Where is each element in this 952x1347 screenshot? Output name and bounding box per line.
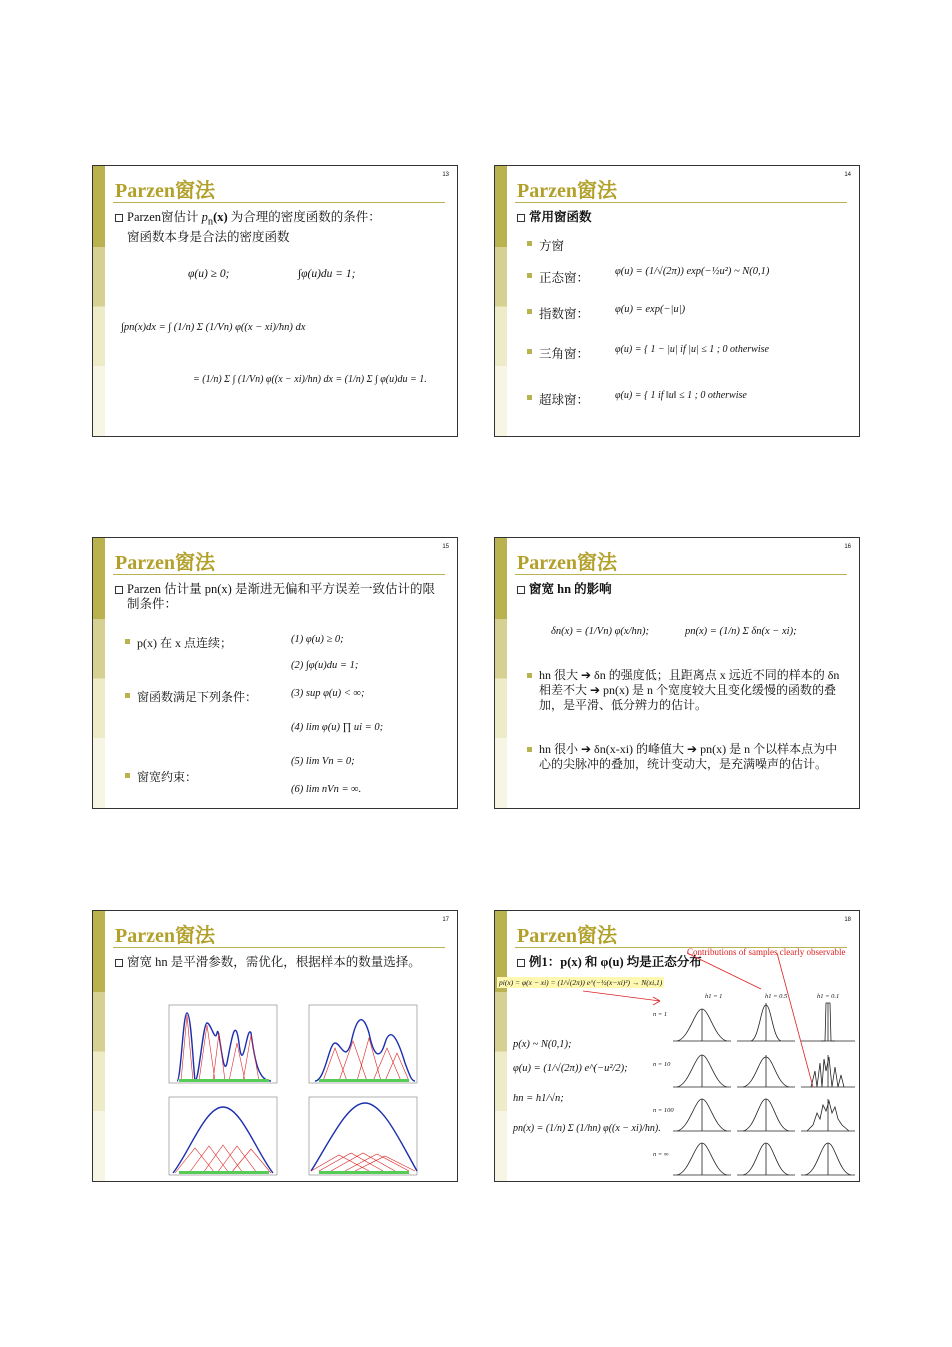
equation: pn(x) = (1/n) Σ δn(x − xi); [685,626,797,637]
condition: 窗宽约束： [123,768,197,785]
sample-points [319,1079,409,1082]
slide-number: 14 [844,172,851,178]
slide-body [517,582,847,601]
estimate-grid [671,1001,857,1181]
panel-medium-h1 [309,1005,417,1083]
slide-accent-bar [93,538,105,808]
slide-number: 15 [442,544,449,550]
slide-title: Parzen窗法 [115,925,215,947]
sample-points [319,1171,409,1174]
equation: δn(x) = (1/Vn) φ(x/hn); [551,626,649,637]
window-item: 正态窗： [525,268,589,286]
equation: ∫φ(u)du = 1; [298,268,356,280]
slide-16 [494,537,860,809]
row-ninf [673,1143,855,1175]
panel-frame [309,1005,417,1083]
equation: φ(u) = { 1 − |u| if |u| ≤ 1 ; 0 otherwise [615,344,769,355]
slide-body [115,582,445,616]
panel-frame [309,1097,417,1175]
estimate-curve [315,1020,415,1081]
row-label: n = 100 [653,1107,674,1114]
axis [737,1099,795,1131]
slide-number: 17 [442,917,449,923]
condition: 窗函数满足下列条件： [123,688,257,705]
equation: (5) lim Vn = 0; [291,756,355,767]
axis [801,1143,855,1175]
slide-18 [494,910,860,1182]
slide-number: 16 [844,544,851,550]
axis [673,1143,731,1175]
equation: φ(u) = (1/√(2π)) e^(−u²/2); [513,1063,628,1074]
column-label: h1 = 0.1 [817,993,840,1000]
slide-body [517,210,847,229]
slide-title: Parzen窗法 [517,925,617,947]
title-rule [113,202,445,203]
slide-15 [92,537,458,809]
window-item: 超球窗： [525,390,589,408]
row-n1 [673,1003,855,1041]
kernel-curves [323,1038,409,1081]
window-item: 三角窗： [525,344,589,362]
axis [673,1009,731,1041]
panel-very-large-h1 [309,1097,417,1175]
sample-points [179,1171,269,1174]
axis [737,1003,795,1041]
slide-14 [494,165,860,437]
slide-title: Parzen窗法 [517,180,617,202]
bullet: Parzen窗估计 $p_n(x)$ 为合理的密度函数的条件： 窗函数本身是合法的密度函数 [115,210,445,245]
axis [801,1003,855,1041]
equation: (2) ∫φ(u)du = 1; [291,660,359,671]
slide-title: Parzen窗法 [115,552,215,574]
equation: hn = h1/√n; [513,1093,564,1104]
bullet: hn 很小 ➔ δn(x-xi) 的峰值大 ➔ pn(x) 是 n 个以样本点为中心的尖脉冲的叠加，统计变动大，是充满噪声的估计。 [525,742,847,772]
slide-accent-bar [495,538,507,808]
bullet: 窗宽 hn 是平滑参数，需优化，根据样本的数量选择。 [115,955,445,970]
estimate-curve [173,1107,273,1173]
axis [737,1055,795,1087]
slide-accent-bar [93,166,105,436]
kernel-curves [311,1153,415,1171]
slide-accent-bar [495,166,507,436]
title-rule [515,574,847,575]
title-rule [113,574,445,575]
axis [737,1143,795,1175]
equation: φ(u) = exp(−|u|) [615,304,686,315]
sample-points [179,1079,269,1082]
row-n100 [673,1099,855,1131]
bullet-heading: 窗宽 hn 的影响 [517,582,847,597]
slide-body [115,955,445,974]
slide-accent-bar [93,911,105,1181]
equation: (4) lim φ(u) ∏ ui = 0; [291,722,384,733]
bullet: hn 很大 ➔ δn 的强度低；且距离点 x 远近不同的样本的 δn 相差不大 ➔ pn(x) 是 n 个宽度较大且变化缓慢的函数的叠加，是平滑、低分辨力的估计。 [525,668,847,713]
equation: p(x) ~ N(0,1); [513,1039,572,1050]
arrow-line [687,953,761,989]
bullet-heading: 例1：p(x) 和 φ(u) 均是正态分布 [517,955,847,970]
slide-title: Parzen窗法 [115,180,215,202]
slide-number: 13 [442,172,449,178]
kernel-curves [175,1145,271,1173]
equation: pn(x) = (1/n) Σ (1/hn) φ((x − xi)/hn). [513,1123,661,1134]
equation: (6) lim nVn = ∞. [291,784,362,795]
row-label: n = ∞ [653,1151,669,1158]
slide-number: 18 [844,917,851,923]
bullet-heading: 常用窗函数 [517,210,847,225]
title-rule [515,202,847,203]
row-n10 [673,1055,855,1087]
axis [673,1099,731,1131]
window-item: 方窗 [525,236,564,254]
column-label: h1 = 1 [705,993,723,1000]
slide-17 [92,910,458,1182]
equation: φ(u) = (1/√(2π)) exp(−½u²) ~ N(0,1) [615,266,770,277]
annotation-text: Contributions of samples clearly observable [687,947,846,957]
axis [673,1055,731,1087]
row-label: n = 1 [653,1011,668,1018]
column-label: h1 = 0.5 [765,993,788,1000]
slide-title: Parzen窗法 [517,552,617,574]
bullet: Parzen 估计量 pn(x) 是渐进无偏和平方误差一致估计的限制条件： [115,582,445,612]
panel-small-h1 [169,1005,277,1083]
curve [811,1057,844,1087]
title-rule [113,947,445,948]
arrow-line [583,991,660,1001]
window-item: 指数窗： [525,304,589,322]
equation: φ(u) = { 1 if ‖u‖ ≤ 1 ; 0 otherwise [615,390,747,401]
slide-body [115,210,445,249]
equation: (3) sup φ(u) < ∞; [291,688,365,699]
bandwidth-figure [159,1003,449,1179]
panel-large-h1 [169,1097,277,1175]
row-label: n = 10 [653,1061,671,1068]
equation: φ(u) ≥ 0; [188,268,230,280]
slide-13 [92,165,458,437]
equation: (1) φ(u) ≥ 0; [291,634,344,645]
equation: ∫pn(x)dx = ∫ (1/n) Σ (1/Vn) φ((x − xi)/hn) dx [121,322,306,333]
equation: = (1/n) Σ ∫ (1/Vn) φ((x − xi)/hn) dx = (1/n) Σ ∫ φ(u)du = 1. [193,374,427,385]
kernel-formula: pi(x) = φ(x − xi) = (1/√(2π)) e^(−½(x−xi)²) → N(xi,1) [499,978,663,987]
condition: p(x) 在 x 点连续； [123,634,232,651]
panel-frame [169,1097,277,1175]
